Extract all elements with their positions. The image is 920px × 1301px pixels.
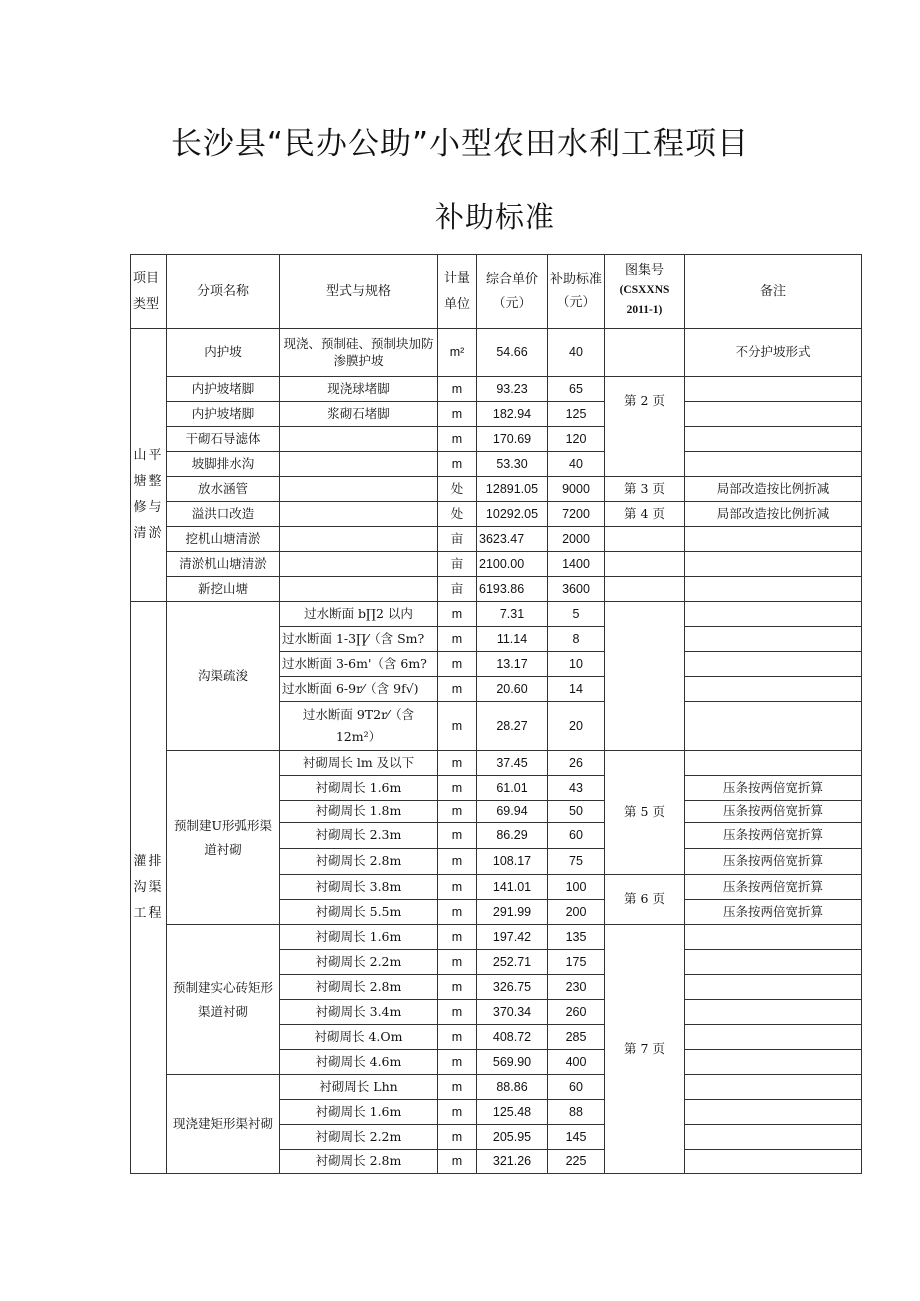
category-canal: 灌排沟渠工程	[131, 602, 167, 1174]
document-subtitle: 补助标准	[434, 200, 555, 234]
spec-cell: 衬砌周长 2.8m	[280, 1150, 438, 1174]
table-row	[131, 477, 862, 502]
item-cell: 内护坡	[167, 329, 280, 377]
subsidy-cell: 285	[548, 1025, 605, 1050]
price-cell: 54.66	[477, 329, 548, 377]
unit-cell: 亩	[438, 527, 477, 552]
unit-cell: m	[438, 925, 477, 950]
unit-cell: m	[438, 1000, 477, 1025]
header-price: 综合单价（元）	[477, 255, 548, 329]
subsidy-cell: 43	[548, 776, 605, 801]
remark-cell: 压条按两倍宽折算	[685, 875, 862, 900]
remark-cell	[685, 577, 862, 602]
remark-cell: 压条按两倍宽折算	[685, 849, 862, 875]
category-pond: 山平塘整修与清淤	[131, 329, 167, 602]
spec-cell: 衬砌周长 1.6m	[280, 1100, 438, 1125]
subsidy-cell: 26	[548, 751, 605, 776]
subsidy-cell: 3600	[548, 577, 605, 602]
atlas-page-cell: 第 3 页	[605, 477, 685, 502]
price-cell: 7.31	[477, 602, 548, 627]
unit-cell: m	[438, 776, 477, 801]
spec-cell: 衬砌周长 2.3m	[280, 823, 438, 849]
price-cell: 88.86	[477, 1075, 548, 1100]
subsidy-cell: 50	[548, 801, 605, 823]
spec-cell: 衬砌周长 2.2m	[280, 950, 438, 975]
remark-cell	[685, 1125, 862, 1150]
subsidy-cell: 200	[548, 900, 605, 925]
spec-cell	[280, 427, 438, 452]
unit-cell: m	[438, 875, 477, 900]
atlas-page-cell	[605, 552, 685, 577]
remark-cell: 压条按两倍宽折算	[685, 823, 862, 849]
subsidy-cell: 40	[548, 329, 605, 377]
price-cell: 3623.47	[477, 527, 548, 552]
remark-cell	[685, 402, 862, 427]
subsidy-cell: 88	[548, 1100, 605, 1125]
price-cell: 197.42	[477, 925, 548, 950]
spec-cell: 过水断面 1-3∏⁄（含 Sm?	[280, 627, 438, 652]
remark-cell: 不分护坡形式	[685, 329, 862, 377]
subsidy-cell: 7200	[548, 502, 605, 527]
spec-cell	[280, 577, 438, 602]
price-cell: 252.71	[477, 950, 548, 975]
remark-cell	[685, 1050, 862, 1075]
table-row	[131, 925, 862, 950]
unit-cell: m	[438, 823, 477, 849]
spec-cell: 过水断面 9T2r⁄（含 12m²）	[280, 702, 438, 751]
subsidy-cell: 145	[548, 1125, 605, 1150]
header-category: 项目类型	[131, 255, 167, 329]
table-row	[131, 329, 862, 377]
spec-cell: 衬砌周长 2.8m	[280, 849, 438, 875]
remark-cell	[685, 602, 862, 627]
spec-cell: 衬砌周长 2.8m	[280, 975, 438, 1000]
price-cell: 108.17	[477, 849, 548, 875]
spec-cell	[280, 477, 438, 502]
spec-cell: 过水断面 b∏2 以内	[280, 602, 438, 627]
remark-cell	[685, 950, 862, 975]
subsidy-cell: 60	[548, 823, 605, 849]
unit-cell: m	[438, 1100, 477, 1125]
subsidy-cell: 8	[548, 627, 605, 652]
group-brick-lining: 预制建实心砖矩形渠道衬砌	[167, 925, 280, 1075]
spec-cell: 衬砌周长 2.2m	[280, 1125, 438, 1150]
unit-cell: 亩	[438, 552, 477, 577]
table-row	[131, 502, 862, 527]
spec-cell: 衬砌周长 1.8m	[280, 801, 438, 823]
subsidy-cell: 120	[548, 427, 605, 452]
subsidy-cell: 14	[548, 677, 605, 702]
subsidy-cell: 40	[548, 452, 605, 477]
subsidy-cell: 75	[548, 849, 605, 875]
subsidy-cell: 225	[548, 1150, 605, 1174]
unit-cell: m	[438, 1025, 477, 1050]
remark-cell: 局部改造按比例折减	[685, 477, 862, 502]
price-cell: 2100.00	[477, 552, 548, 577]
unit-cell: m	[438, 900, 477, 925]
remark-cell	[685, 677, 862, 702]
remark-cell	[685, 1100, 862, 1125]
remark-cell	[685, 1150, 862, 1174]
atlas-page-cell: 第 5 页	[605, 751, 685, 875]
item-cell: 挖机山塘清淤	[167, 527, 280, 552]
price-cell: 53.30	[477, 452, 548, 477]
header-remark: 备注	[685, 255, 862, 329]
subsidy-cell: 135	[548, 925, 605, 950]
subsidy-cell: 400	[548, 1050, 605, 1075]
price-cell: 13.17	[477, 652, 548, 677]
subsidy-cell: 125	[548, 402, 605, 427]
atlas-page-cell: 第 2 页	[605, 377, 685, 477]
atlas-page-cell	[605, 329, 685, 377]
spec-cell: 现浇球堵脚	[280, 377, 438, 402]
price-cell: 125.48	[477, 1100, 548, 1125]
header-item: 分项名称	[167, 255, 280, 329]
atlas-page-cell: 第 6 页	[605, 875, 685, 925]
price-cell: 37.45	[477, 751, 548, 776]
unit-cell: m	[438, 627, 477, 652]
spec-cell: 衬砌周长 4.Om	[280, 1025, 438, 1050]
spec-cell: 衬砌周长 Lhn	[280, 1075, 438, 1100]
price-cell: 86.29	[477, 823, 548, 849]
price-cell: 11.14	[477, 627, 548, 652]
remark-cell	[685, 975, 862, 1000]
header-atlas	[605, 255, 685, 329]
subsidy-cell: 65	[548, 377, 605, 402]
remark-cell: 压条按两倍宽折算	[685, 801, 862, 823]
item-cell: 干砌石导滤体	[167, 427, 280, 452]
table-row	[131, 1075, 862, 1100]
remark-cell	[685, 925, 862, 950]
table-row	[131, 577, 862, 602]
item-cell: 新挖山塘	[167, 577, 280, 602]
subsidy-cell: 20	[548, 702, 605, 751]
price-cell: 205.95	[477, 1125, 548, 1150]
group-u-lining: 预制建U形弧形渠道衬砌	[167, 751, 280, 925]
subsidy-cell: 9000	[548, 477, 605, 502]
unit-cell: m²	[438, 329, 477, 377]
table-row	[131, 552, 862, 577]
unit-cell: m	[438, 950, 477, 975]
spec-cell	[280, 552, 438, 577]
remark-cell: 压条按两倍宽折算	[685, 900, 862, 925]
unit-cell: m	[438, 751, 477, 776]
spec-cell: 现浇、预制硅、预制块加防渗膜护坡	[280, 329, 438, 377]
table-row	[131, 452, 862, 477]
header-atlas-code: (CSXXNS 2011-1)	[619, 283, 670, 317]
remark-cell	[685, 552, 862, 577]
price-cell: 321.26	[477, 1150, 548, 1174]
remark-cell	[685, 627, 862, 652]
subsidy-cell: 260	[548, 1000, 605, 1025]
unit-cell: m	[438, 702, 477, 751]
unit-cell: m	[438, 602, 477, 627]
unit-cell: 处	[438, 502, 477, 527]
header-atlas-label: 图集号	[624, 263, 664, 279]
atlas-page-cell	[605, 602, 685, 751]
spec-cell	[280, 452, 438, 477]
item-cell: 内护坡堵脚	[167, 402, 280, 427]
unit-cell: m	[438, 975, 477, 1000]
spec-cell: 衬砌周长 3.8m	[280, 875, 438, 900]
remark-cell: 局部改造按比例折减	[685, 502, 862, 527]
subsidy-cell: 230	[548, 975, 605, 1000]
item-cell: 坡脚排水沟	[167, 452, 280, 477]
unit-cell: m	[438, 1075, 477, 1100]
remark-cell	[685, 452, 862, 477]
spec-cell: 浆砌石堵脚	[280, 402, 438, 427]
spec-cell	[280, 527, 438, 552]
unit-cell: m	[438, 1050, 477, 1075]
header-subsidy: 补助标准（元）	[548, 255, 605, 329]
price-cell: 170.69	[477, 427, 548, 452]
price-cell: 6193.86	[477, 577, 548, 602]
document-title: 长沙县“民办公助”小型农田水利工程项目	[170, 126, 750, 162]
price-cell: 569.90	[477, 1050, 548, 1075]
unit-cell: m	[438, 652, 477, 677]
unit-cell: 亩	[438, 577, 477, 602]
subsidy-cell: 60	[548, 1075, 605, 1100]
table-row	[131, 527, 862, 552]
item-cell: 内护坡堵脚	[167, 377, 280, 402]
price-cell: 141.01	[477, 875, 548, 900]
unit-cell: m	[438, 1150, 477, 1174]
group-cast-lining: 现浇建矩形渠衬砌	[167, 1075, 280, 1174]
table-row	[131, 427, 862, 452]
unit-cell: m	[438, 452, 477, 477]
unit-cell: m	[438, 1125, 477, 1150]
spec-cell: 衬砌周长 1.6m	[280, 925, 438, 950]
remark-cell	[685, 1000, 862, 1025]
subsidy-cell: 10	[548, 652, 605, 677]
table-row	[131, 402, 862, 427]
unit-cell: m	[438, 677, 477, 702]
price-cell: 326.75	[477, 975, 548, 1000]
atlas-page-cell: 第 4 页	[605, 502, 685, 527]
atlas-page-cell: 第 7 页	[605, 925, 685, 1174]
subsidy-cell: 5	[548, 602, 605, 627]
item-cell: 放水涵管	[167, 477, 280, 502]
remark-cell	[685, 527, 862, 552]
spec-cell	[280, 502, 438, 527]
price-cell: 408.72	[477, 1025, 548, 1050]
table-row	[131, 377, 862, 402]
price-cell: 182.94	[477, 402, 548, 427]
remark-cell	[685, 427, 862, 452]
atlas-page-cell	[605, 527, 685, 552]
spec-cell: 过水断面 3-6m'（含 6m?	[280, 652, 438, 677]
price-cell: 93.23	[477, 377, 548, 402]
item-cell: 清淤机山塘清淤	[167, 552, 280, 577]
remark-cell	[685, 1075, 862, 1100]
remark-cell	[685, 652, 862, 677]
unit-cell: m	[438, 377, 477, 402]
price-cell: 12891.05	[477, 477, 548, 502]
unit-cell: 处	[438, 477, 477, 502]
unit-cell: m	[438, 402, 477, 427]
price-cell: 69.94	[477, 801, 548, 823]
subsidy-cell: 175	[548, 950, 605, 975]
price-cell: 61.01	[477, 776, 548, 801]
price-cell: 370.34	[477, 1000, 548, 1025]
header-spec: 型式与规格	[280, 255, 438, 329]
header-row	[131, 255, 862, 329]
remark-cell: 压条按两倍宽折算	[685, 776, 862, 801]
subsidy-standard-table	[130, 254, 862, 1174]
spec-cell: 衬砌周长 1.6m	[280, 776, 438, 801]
price-cell: 10292.05	[477, 502, 548, 527]
remark-cell	[685, 751, 862, 776]
spec-cell: 衬砌周长 5.5m	[280, 900, 438, 925]
remark-cell	[685, 1025, 862, 1050]
header-unit: 计量单位	[438, 255, 477, 329]
price-cell: 20.60	[477, 677, 548, 702]
subsidy-cell: 100	[548, 875, 605, 900]
spec-cell: 过水断面 6-9r⁄（含 9f√)	[280, 677, 438, 702]
price-cell: 291.99	[477, 900, 548, 925]
spec-cell: 衬砌周长 3.4m	[280, 1000, 438, 1025]
subsidy-cell: 2000	[548, 527, 605, 552]
unit-cell: m	[438, 849, 477, 875]
remark-cell	[685, 702, 862, 751]
remark-cell	[685, 377, 862, 402]
table-row	[131, 602, 862, 627]
group-dredge: 沟渠疏浚	[167, 602, 280, 751]
table-row	[131, 751, 862, 776]
price-cell: 28.27	[477, 702, 548, 751]
spec-cell: 衬砌周长 4.6m	[280, 1050, 438, 1075]
item-cell: 溢洪口改造	[167, 502, 280, 527]
subsidy-cell: 1400	[548, 552, 605, 577]
atlas-page-cell	[605, 577, 685, 602]
unit-cell: m	[438, 427, 477, 452]
spec-cell: 衬砌周长 lm 及以下	[280, 751, 438, 776]
unit-cell: m	[438, 801, 477, 823]
